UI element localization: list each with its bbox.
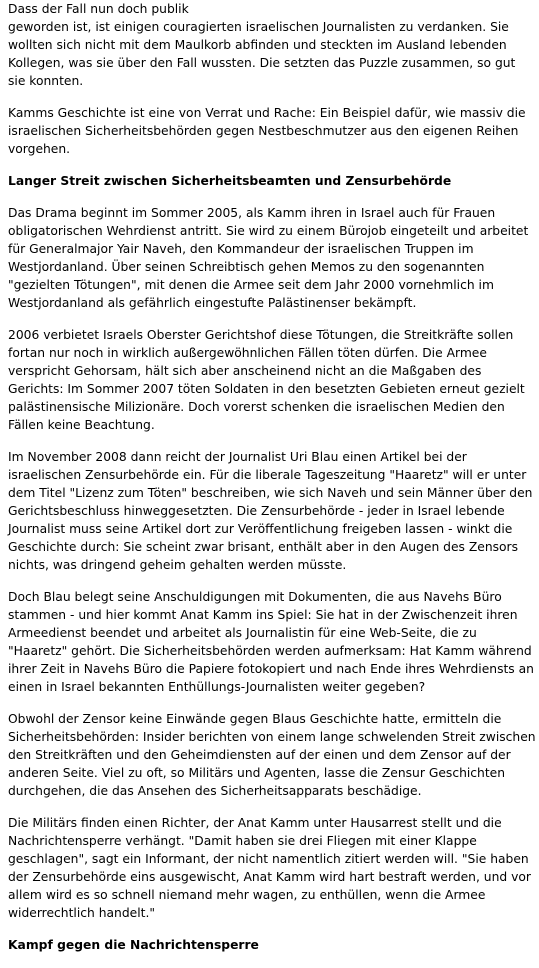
paragraph-blau-dokumente: Doch Blau belegt seine Anschuldigungen mit Dokumenten, die aus Navehs Büro stammen - und hier kommt Anat Kamm ins Spiel: Sie hat in der Zwischenzeit ihren Armeedienst beendet und arbeitet als Journalistin für eine Web-Seite, die zu "Haaretz" gehört. Die Sicherheitsbehörden werden aufmerksam: Hat Kamm während ihrer Zeit in Navehs Büro die Papiere fotokopiert und nach Ende ihres Wehrdiensts an einen in Israel bekannten Enthüllungs-Journalisten weiter gegeben? bbox=[8, 590, 534, 694]
section-heading-kampf: Kampf gegen die Nachrichtensperre bbox=[8, 938, 259, 952]
paragraph-intro bbox=[8, 0, 536, 90]
paragraph-2006-verbot: 2006 verbietet Israels Oberster Gerichtshof diese Tötungen, die Streitkräfte sollen fortan nur noch in wirklich außergewöhnlichen Fällen töten dürfen. Die Armee verspricht Gehorsam, hält sich aber anscheinend nicht an die Maßgaben des Gerichts: Im Sommer 2007 töten Soldaten in den besetzten Gebieten erneut gezielt palästinensische Milizionäre. Doch vorerst schenken die israelischen Medien den Fällen keine Beachtung. bbox=[8, 328, 525, 432]
paragraph-ermittlungen: Obwohl der Zensor keine Einwände gegen Blaus Geschichte hatte, ermitteln die Sicherheitsbehörden: Insider berichten von einem lange schwelenden Streit zwischen den Streitkräften und den Geheimdiensten auf der einen und dem Zensor auf der anderen Seite. Viel zu oft, so Militärs und Agenten, lasse die Zensur Geschichten durchgehen, die das Ansehen des Sicherheitsapparats beschädige. bbox=[8, 712, 536, 798]
paragraph-intro-line1: Dass der Fall nun doch publik bbox=[8, 2, 189, 16]
article-body bbox=[8, 0, 536, 968]
paragraph-kamm-story: Kamms Geschichte ist eine von Verrat und Rache: Ein Beispiel dafür, wie massiv die israelischen Sicherheitsbehörden gegen Nestbeschmutzer aus den eigenen Reihen vorgehen. bbox=[8, 106, 526, 156]
paragraph-richter: Die Militärs finden einen Richter, der Anat Kamm unter Hausarrest stellt und die Nachrichtensperre verhängt. "Damit haben sie drei Fliegen mit einer Klappe geschlagen", sagt ein Informant, der nicht namentlich zitiert werden will. "Sie haben der Zensurbehörde eins ausgewischt, Anat Kamm wird hart bestraft werden, und vor allem wird es so schnell niemand mehr wagen, zu enthüllen, wenn die Armee widerrechtlich handelt." bbox=[8, 816, 531, 920]
paragraph-nov-2008: Im November 2008 dann reicht der Journalist Uri Blau einen Artikel bei der israelischen Zensurbehörde ein. Für die liberale Tageszeitung "Haaretz" will er unter dem Titel "Lizenz zum Töten" beschreiben, wie sich Naveh und sein Männer über den Gerichtsbeschluss hinweggesetzten. Die Zensurbehörde - jeder in Israel lebende Journalist muss seine Artikel dort zur Veröffentlichung freigeben lassen - winkt die Geschichte durch: Sie scheint zwar brisant, enthält aber in den Augen des Zensors nichts, was dringend geheim gehalten werden müsste. bbox=[8, 450, 533, 572]
paragraph-drama-2005: Das Drama beginnt im Sommer 2005, als Kamm ihren in Israel auch für Frauen obligatorischen Wehrdienst antritt. Sie wird zu einem Bürojob eingeteilt und arbeitet für Generalmajor Yair Naveh, den Kommandeur der israelischen Truppen im Westjordanland. Über seinen Schreibtisch gehen Memos zu den sogenannten "gezielten Tötungen", mit denen die Armee seit dem Jahr 2000 vornehmlich im Westjordanland als gefährlich eingestufte Palästinenser bekämpft. bbox=[8, 206, 529, 310]
paragraph-intro-rest: geworden ist, ist einigen couragierten israelischen Journalisten zu verdanken. Sie wollten sich nicht mit dem Maulkorb abfinden und steckten im Ausland lebenden Kollegen, was sie über den Fall wussten. Die setzten das Puzzle zusammen, so gut sie konnten. bbox=[8, 20, 516, 88]
section-heading-streit: Langer Streit zwischen Sicherheitsbeamten und Zensurbehörde bbox=[8, 174, 452, 188]
